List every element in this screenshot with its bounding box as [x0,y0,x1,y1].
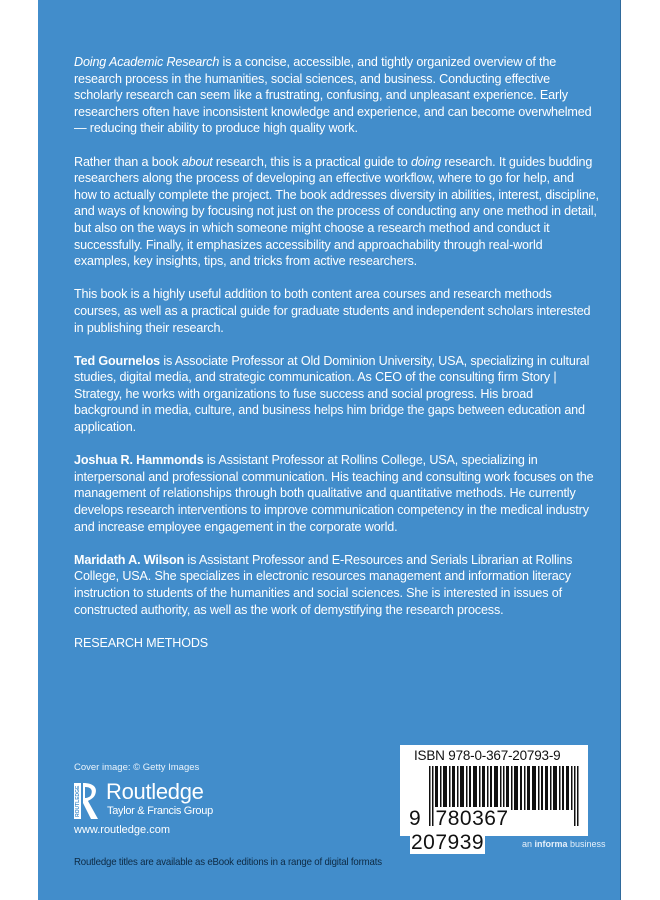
publisher-group: Taylor & Francis Group [107,805,213,817]
italic-word: doing [410,154,442,169]
author-bio-text: is Assistant Professor at Rollins College, USA, specializing in interpersonal and professional communication. His teaching and consulting work focuses on the management of relationships through both qualitative and quantitative methods. He currently develops research interventions to improve communication competency in the medical industry and increase employee engagement in the corporate world. [74,453,594,534]
author-bio-text: is Assistant Professor and E-Resources and Serials Librarian at Rollins College, USA. She specializes in electronic resources management and information literacy instruction to students of the humanities and social sciences. She is interested in issues of constructed authority, as well as the work of demystifying the research process. [74,552,573,617]
isbn-label: ISBN 978-0-367-20793-9 [414,748,561,763]
ebook-availability-note: Routledge titles are available as eBook editions in a range of digital formats [74,856,382,868]
description-paragraph-1 [74,54,599,137]
informa-prefix: an [522,839,535,849]
description-paragraph-2 [74,154,599,270]
description-paragraph-3: This book is a highly useful addition to both content area courses and research methods courses, as well as a practical guide for graduate students and independent scholars interested in publishing their research. [74,287,591,335]
description-text: research. It guides budding researchers along the process of developing an effective workflow, where to go for help, and how to actually complete the project. The book addresses diversity in abilities, interest, discipline, and ways of knowing by focusing not just on the process of conducting any one method in detail, but also on the ways in which someone might choose a research method and conduct it successfully. Finally, it emphasizes accessibility and approachability through real-world examples, key insights, tips, and tricks from active researchers. [74,154,599,269]
publisher-name: Routledge [106,779,204,804]
informa-suffix: business [567,839,606,849]
description-text: research, this is a practical guide to [212,154,411,169]
back-cover [38,0,621,900]
author-bio-1 [74,353,599,436]
cover-image-credit: Cover image: © Getty Images [74,762,200,773]
routledge-r-logo-icon [74,781,100,821]
barcode-digit-prefix: 9 [409,807,422,830]
informa-business-tagline [522,839,606,849]
italic-word: about [181,154,213,169]
informa-brand: informa [534,839,568,849]
blurb [74,54,599,668]
svg-text:ROUTLEDGE: ROUTLEDGE [75,785,82,817]
publisher-url[interactable]: www.routledge.com [74,824,170,836]
description-text: Rather than a book [74,154,182,169]
description-text: is a concise, accessible, and tightly organized overview of the research process in the humanities, social sciences, and business. Conducting effective scholarly research can seem like a frustrating, confusing, and unpleasant experience. Early researchers often have inconsistent knowledge and experience, and can become overwhelmed — reducing their ability to produce high quality work. [74,55,592,136]
author-bio-3 [74,552,599,618]
author-bio-2 [74,452,599,535]
barcode-digits-group-1: 780367 [435,807,509,830]
book-title-italic: Doing Academic Research [74,55,220,69]
barcode-digits-group-2: 207939 [411,831,485,854]
author-name: Maridath A. Wilson [74,552,185,567]
subject-category: RESEARCH METHODS [74,635,209,650]
author-bio-text: is Associate Professor at Old Dominion University, USA, specializing in cultural studies, digital media, and strategic communication. As CEO of the consulting firm Story | Strategy, he works with organizations to fuse success and social progress. His broad background in media, culture, and business helps him bridge the gaps between education and application. [74,353,590,435]
author-name: Ted Gournelos [74,353,160,368]
author-name: Joshua R. Hammonds [74,453,204,468]
